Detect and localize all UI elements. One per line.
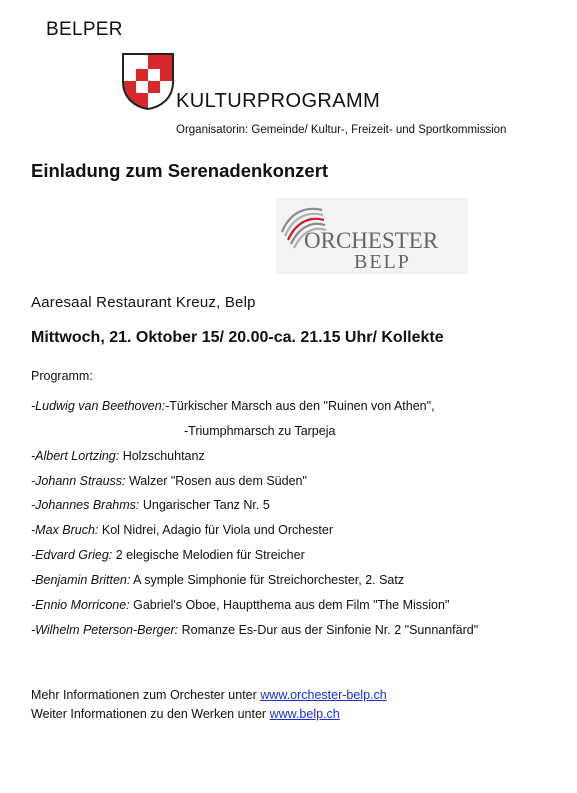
program-label: Programm: xyxy=(31,369,93,383)
program-item xyxy=(31,548,305,562)
program-composer: -Ennio Morricone: xyxy=(31,598,130,612)
program-item xyxy=(31,474,307,488)
program-item xyxy=(31,523,333,537)
program-item xyxy=(31,573,404,587)
program-item xyxy=(31,598,449,612)
program-work: Gabriel's Oboe, Hauptthema aus dem Film "The Mission" xyxy=(129,598,450,612)
logo-line-2: BELP xyxy=(354,251,411,273)
program-work: Kol Nidrei, Adagio für Viola und Orchester xyxy=(98,523,334,537)
orchester-belp-logo xyxy=(276,198,468,274)
program-item xyxy=(31,623,478,637)
program-work: 2 elegische Melodien für Streicher xyxy=(112,548,305,562)
program-work: Ungarischer Tanz Nr. 5 xyxy=(139,498,270,512)
logo-line-1: ORCHESTER xyxy=(304,228,439,253)
orchester-belp-link[interactable]: www.orchester-belp.ch xyxy=(260,688,387,702)
info-text: Weiter Informationen zu den Werken unter xyxy=(31,707,270,721)
program-title: KULTURPROGRAMM xyxy=(176,90,381,112)
info-line-works xyxy=(31,707,340,721)
program-work: A symple Simphonie für Streichorchester, 2. Satz xyxy=(130,573,405,587)
info-line-orchestra xyxy=(31,688,387,702)
program-item xyxy=(31,449,205,463)
program-composer: -Max Bruch: xyxy=(31,523,99,537)
invitation-heading: Einladung zum Serenadenkonzert xyxy=(31,160,329,181)
program-work: Romanze Es-Dur aus der Sinfonie Nr. 2 "Sunnanfärd" xyxy=(178,623,479,637)
belp-link[interactable]: www.belp.ch xyxy=(269,707,340,721)
program-composer: -Benjamin Britten: xyxy=(31,573,131,587)
program-composer: -Ludwig van Beethoven: xyxy=(31,399,166,413)
venue: Aaresaal Restaurant Kreuz, Belp xyxy=(31,294,256,311)
organizer-line: Organisatorin: Gemeinde/ Kultur-, Freizeit- und Sportkommission xyxy=(176,124,507,136)
program-work: Holzschuhtanz xyxy=(119,449,205,463)
program-item xyxy=(31,498,270,512)
program-composer: -Johann Strauss: xyxy=(31,474,126,488)
info-text: Mehr Informationen zum Orchester unter xyxy=(31,688,261,702)
program-work: -Triumphmarsch zu Tarpeja xyxy=(184,424,336,438)
belp-crest-icon xyxy=(121,52,175,110)
program-composer: -Johannes Brahms: xyxy=(31,498,140,512)
program-composer: -Albert Lortzing: xyxy=(31,449,120,463)
program-composer: -Wilhelm Peterson-Berger: xyxy=(31,623,179,637)
program-item xyxy=(184,424,335,438)
organization-name: BELPER xyxy=(46,19,123,40)
event-date: Mittwoch, 21. Oktober 15/ 20.00-ca. 21.15 Uhr/ Kollekte xyxy=(31,329,444,346)
program-work: -Türkischer Marsch aus den "Ruinen von Athen", xyxy=(165,399,435,413)
program-work: Walzer "Rosen aus dem Süden" xyxy=(125,474,307,488)
program-item xyxy=(31,399,435,413)
program-composer: -Edvard Grieg: xyxy=(31,548,113,562)
